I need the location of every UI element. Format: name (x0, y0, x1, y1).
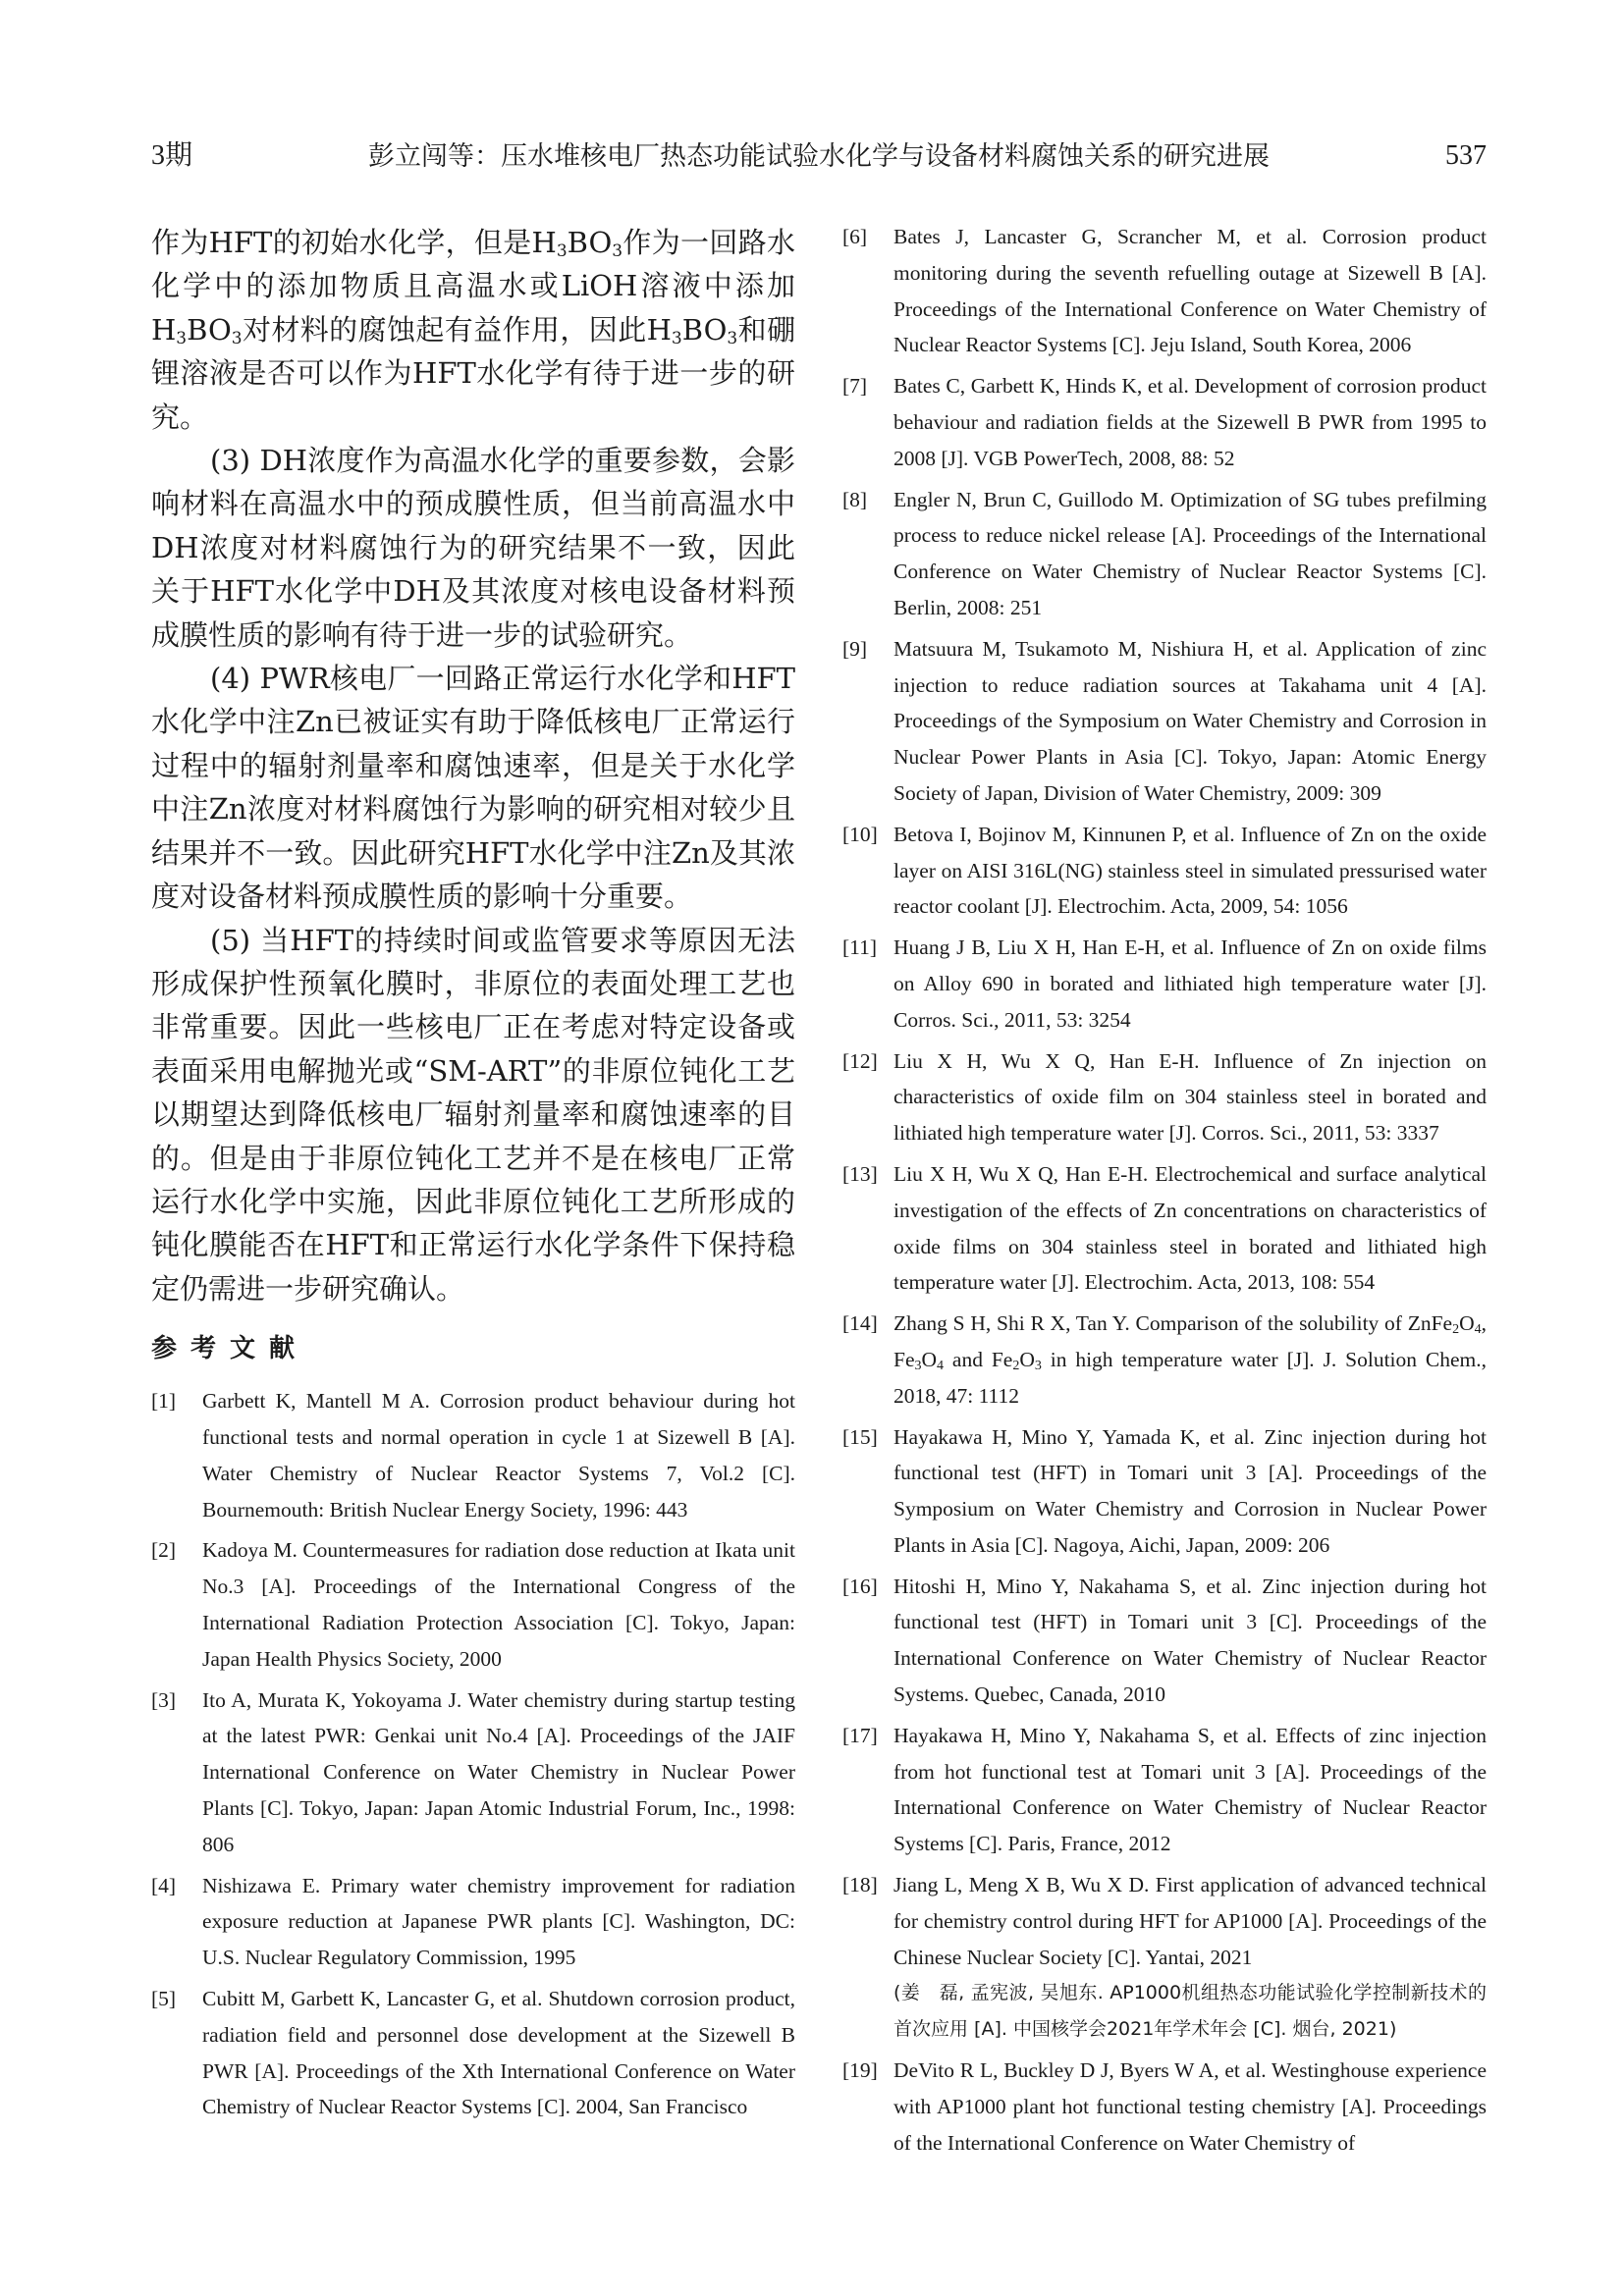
reference-item (842, 1569, 1487, 1713)
reference-text: Hitoshi H, Mino Y, Nakahama S, et al. Zinc injection during hot functional test (HFT) in Tomari unit 3 [C]. Proceedings of the International Conference on Water Chemistry of Nuclear Reactor Systems. Quebec, Canada, 2010 (893, 1574, 1487, 1707)
reference-number: [5] (151, 1986, 177, 2010)
reference-number: [7] (842, 374, 868, 399)
body-paragraph-4: (5) 当HFT的持续时间或监管要求等原因无法形成保护性预氧化膜时，非原位的表面处理工艺也非常重要。因此一些核电厂正在考虑对特定设备或表面采用电解抛光或“SM-ART”的非原位钝化工艺以期望达到降低核电厂辐射剂量率和腐蚀速率的目的。但是由于非原位钝化工艺并不是在核电厂正常运行水化学中实施，因此非原位钝化工艺所形成的钝化膜能否在HFT和正常运行水化学条件下保持稳定仍需进一步研究确认。 (151, 923, 795, 1306)
reference-text: Engler N, Brun C, Guillodo M. Optimization of SG tubes prefilming process to reduce nickel release [A]. Proceedings of the International Conference on Water Chemistry of Nuclear Reactor Systems [C]. Berlin, 2008: 251 (893, 487, 1487, 619)
reference-number: [3] (151, 1687, 177, 1712)
reference-number: [12] (842, 1048, 878, 1073)
right-column (842, 219, 1487, 2165)
reference-text: Liu X H, Wu X Q, Han E-H. Electrochemical and surface analytical investigation of the effects of Zn concentrations on characteristics of oxide films on 304 stainless steel in borated and lithiated high temperature water [J]. Electrochim. Acta, 2013, 108: 554 (893, 1161, 1487, 1295)
reference-item (151, 1383, 795, 1527)
reference-text: Jiang L, Meng X B, Wu X D. First application of advanced technical for chemistry control during HFT for AP1000 [A]. Proceedings of the Chinese Nuclear Society [C]. Yantai, 2021 (893, 1873, 1487, 1969)
reference-number: [16] (842, 1574, 878, 1598)
reference-item (842, 1043, 1487, 1151)
reference-number: [6] (842, 225, 868, 248)
reference-number: [15] (842, 1424, 878, 1449)
reference-text: DeVito R L, Buckley D J, Byers W A, et al. Westinghouse experience with AP1000 plant hot functional testing chemistry [A]. Proceedings of the International Conference on Water Chemistry of (893, 2058, 1487, 2155)
reference-number: [11] (842, 935, 878, 960)
reference-item (842, 482, 1487, 626)
reference-number: [18] (842, 1873, 878, 1897)
reference-item (842, 1306, 1487, 1414)
reference-item (842, 368, 1487, 476)
page-number: 537 (1445, 140, 1487, 171)
running-header (151, 140, 1487, 182)
reference-number: [14] (842, 1311, 878, 1336)
reference-text: Garbett K, Mantell M A. Corrosion product behaviour during hot functional tests and normal operation in cycle 1 at Sizewell B [A]. Water Chemistry of Nuclear Reactor Systems 7, Vol.2 [C]. Bournemouth: British Nuclear Energy Society, 1996: 443 (202, 1389, 795, 1522)
reference-text: Betova I, Bojinov M, Kinnunen P, et al. Influence of Zn on the oxide layer on AISI 316L(NG) stainless steel in simulated pressurised water reactor coolant [J]. Electrochim. Acta, 2009, 54: 1056 (893, 822, 1487, 919)
reference-number: [4] (151, 1873, 177, 1897)
body-paragraph-2: (3) DH浓度作为高温水化学的重要参数，会影响材料在高温水中的预成膜性质，但当前高温水中DH浓度对材料腐蚀行为的研究结果不一致，因此关于HFT水化学中DH及其浓度对核电设备材料预成膜性质的影响有待于进一步的试验研究。 (151, 444, 795, 652)
reference-number: [13] (842, 1161, 878, 1186)
reference-text: Matsuura M, Tsukamoto M, Nishiura H, et al. Application of zinc injection to reduce radiation sources at Takahama unit 4 [A]. Proceedings of the Symposium on Water Chemistry and Corrosion in Nuclear Power Plants in Asia [C]. Tokyo, Japan: Atomic Energy Society of Japan, Division of Water Chemistry, 2009: 309 (893, 636, 1487, 805)
reference-item (151, 1532, 795, 1677)
reference-number: [1] (151, 1389, 177, 1414)
running-title: 彭立闯等：压水堆核电厂热态功能试验水化学与设备材料腐蚀关系的研究进展 (368, 141, 1270, 171)
reference-item (842, 1156, 1487, 1301)
reference-text: Zhang S H, Shi R X, Tan Y. Comparison of the solubility of $ZnFe_2O_4$, $Fe_3O_4$ and $Fe_2O_3$ in high temperature water [J]. J. Solution Chem., 2018, 47: 1112 (893, 1311, 1487, 1408)
reference-item (842, 930, 1487, 1038)
reference-item (151, 1868, 795, 1976)
body-paragraph-1: 作为HFT的初始水化学，但是$H_3BO_3$作为一回路水化学中的添加物质且高温水或LiOH溶液中添加$H_3BO_3$对材料的腐蚀起有益作用，因此$H_3BO_3$和硼锂溶液是否可以作为HFT水化学有待于进一步的研究。 (151, 226, 795, 434)
reference-number: [17] (842, 1723, 878, 1747)
reference-item (842, 2053, 1487, 2161)
issue-number: 3期 (151, 140, 193, 171)
reference-number: [19] (842, 2058, 878, 2083)
reference-item (842, 219, 1487, 363)
reference-number: [2] (151, 1538, 177, 1563)
reference-item (842, 1419, 1487, 1564)
reference-text: Bates C, Garbett K, Hinds K, et al. Development of corrosion product behaviour and radiation fields at the Sizewell B PWR from 1995 to 2008 [J]. VGB PowerTech, 2008, 88: 52 (893, 374, 1487, 470)
reference-list-left (151, 1383, 795, 2125)
reference-text: Hayakawa H, Mino Y, Yamada K, et al. Zinc injection during hot functional test (HFT) in Tomari unit 3 [A]. Proceedings of the Symposium on Water Chemistry and Corrosion in Nuclear Power Plants in Asia [C]. Nagoya, Aichi, Japan, 2009: 206 (893, 1424, 1487, 1557)
reference-text: Ito A, Murata K, Yokoyama J. Water chemistry during startup testing at the latest PWR: Genkai unit No.4 [A]. Proceedings of the JAIF International Conference on Water Chemistry in Nuclear Power Plants [C]. Tokyo, Japan: Japan Atomic Industrial Forum, Inc., 1998: 806 (202, 1687, 795, 1856)
reference-text-chinese: (姜 磊, 孟宪波, 吴旭东. AP1000机组热态功能试验化学控制新技术的首次应用 [A]. 中国核学会2021年学术年会 [C]. 烟台, 2021) (893, 1982, 1487, 2041)
reference-text: Bates J, Lancaster G, Scrancher M, et al. Corrosion product monitoring during the seventh refuelling outage at Sizewell B [A]. Proceedings of the International Conference on Water Chemistry of Nuclear Reactor Systems [C]. Jeju Island, South Korea, 2006 (893, 225, 1487, 357)
reference-item (842, 1718, 1487, 1862)
reference-number: [10] (842, 822, 878, 846)
reference-text: Liu X H, Wu X Q, Han E-H. Influence of Zn injection on characteristics of oxide film on 304 stainless steel in borated and lithiated high temperature water [J]. Corros. Sci., 2011, 53: 3337 (893, 1048, 1487, 1146)
reference-item (842, 631, 1487, 812)
reference-item (842, 1867, 1487, 2048)
body-paragraph-3: (4) PWR核电厂一回路正常运行水化学和HFT水化学中注Zn已被证实有助于降低核电厂正常运行过程中的辐射剂量率和腐蚀速率，但是关于水化学中注Zn浓度对材料腐蚀行为影响的研究相对较少且结果并不一致。因此研究HFT水化学中注Zn及其浓度对设备材料预成膜性质的影响十分重要。 (151, 662, 795, 914)
left-column (151, 221, 795, 2130)
reference-text: Hayakawa H, Mino Y, Nakahama S, et al. Effects of zinc injection from hot functional test at Tomari unit 3 [A]. Proceedings of the International Conference on Water Chemistry of Nuclear Reactor Systems [C]. Paris, France, 2012 (893, 1723, 1487, 1856)
reference-number: [8] (842, 487, 868, 511)
reference-text: Nishizawa E. Primary water chemistry improvement for radiation exposure reduction at Japanese PWR plants [C]. Washington, DC: U.S. Nuclear Regulatory Commission, 1995 (202, 1873, 795, 1970)
reference-text: Kadoya M. Countermeasures for radiation dose reduction at Ikata unit No.3 [A]. Proceedings of the International Congress of the International Radiation Protection Association [C]. Tokyo, Japan: Japan Health Physics Society, 2000 (202, 1538, 795, 1671)
references-heading: 参考文献 (151, 1334, 309, 1364)
reference-item (151, 1682, 795, 1863)
reference-text: Huang J B, Liu X H, Han E-H, et al. Influence of Zn on oxide films on Alloy 690 in borated and lithiated high temperature water [J]. Corros. Sci., 2011, 53: 3254 (893, 935, 1487, 1032)
reference-text: Cubitt M, Garbett K, Lancaster G, et al. Shutdown corrosion product, radiation field and personnel dose development at the Sizewell B PWR [A]. Proceedings of the Xth International Conference on Water Chemistry of Nuclear Reactor Systems [C]. 2004, San Francisco (202, 1986, 795, 2119)
reference-item (151, 1981, 795, 2125)
reference-item (842, 817, 1487, 925)
reference-number: [9] (842, 636, 868, 661)
